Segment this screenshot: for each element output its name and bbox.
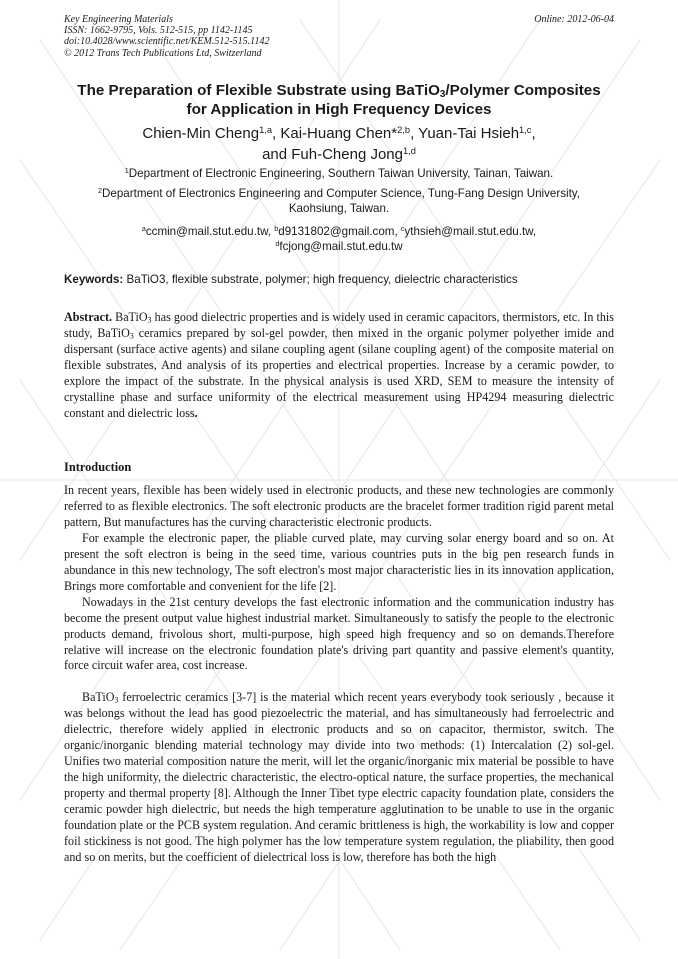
- author-emails: $^a$ccmin@mail.stut.edu.tw, $^b$d9131802@gmail.com, $^c$ythsieh@mail.stut.edu.tw, $^d$fcjong@mail.stut.edu.tw: [141, 224, 537, 253]
- journal-name[interactable]: Key Engineering Materials: [64, 14, 173, 25]
- abstract-label: Abstract.: [64, 310, 113, 324]
- paragraph: Nowadays in the 21st century develops the fast electronic information and the communication industry has become the present output value highest industrial market. Simultaneously to satisfy the people to the electronic products demand, frivolous short, multi-purpose, high speed high frequency and so on demands.Therefore relative will increase on the electronic foundation plate's driving part quantity and passive element's quantity, force circuit wafer area, cost increase.: [64, 594, 614, 673]
- paragraph: For example the electronic paper, the pliable curved plate, may curving solar energy board and so on. At present the soft electron is being in the seed time, various countries puts in the big pen research funds in abundance in this new technology, The soft electron's most major characteristic lies in its innovation application, Brings more comfortable and convenient for the life [2].: [64, 530, 614, 593]
- email-link[interactable]: ccmin@mail.stut.edu.tw,: [145, 225, 272, 238]
- author-name: Chien-Min Cheng: [142, 125, 260, 142]
- email-link[interactable]: ythsieh@mail.stut.edu.tw,: [404, 225, 537, 238]
- doi-line[interactable]: doi:10.4028/www.scientific.net/KEM.512-515.1142: [64, 36, 270, 48]
- author-name: and Fuh-Cheng Jong: [262, 146, 403, 163]
- title-line-2: for Application in High Frequency Devices: [186, 101, 492, 118]
- section-heading-introduction: Introduction: [64, 460, 132, 474]
- author-name: Yuan-Tai Hsieh: [418, 125, 520, 142]
- paragraph: BaTiO$_3$ ferroelectric ceramics [3-7] is the material which recent years everybody took seriously , because it was belongs without the lead has good piezoelectric the material, and has simultaneously had ferroelectric and dielectric, therefore widely applied in electronic products and so on capacitor, thermistor, switch. The organic/inorganic blending material technology may divide into two methods: (1) Intercalation (2) sol-gel. Unifies two material composition nature the merit, will let the organic/inorganic mix material be possible to have the high uniformity, the dielectric characteristic, the electro-optical nature, the surface properties, the mechanical property and thermal property [8]. Although the Inner Tibet type electric capacity foundation plate, considers the ceramic powder high dielectric, but needs the high temperature agglutination to be unable to use in the organic foundation plate or the PCB system regulation. And ceramic brittleness is high, the workability is low and copper foil stickiness is not good. The high polymer has the low temperature system regulation, the pliability, then good and so on merits, but the coefficient of dielectrical loss is low, therefore has both the high: [64, 690, 614, 864]
- authors-line-2: and Fuh-Cheng Jong$^{1,d}$: [262, 145, 416, 163]
- affiliation-2: $^2$Department of Electronics Engineering and Computer Science, Tung-Fang Design University, Kaohsiung, Taiwan.: [98, 186, 580, 215]
- keywords-label: Keywords:: [64, 273, 124, 286]
- abstract: Abstract. BaTiO$_3$ has good dielectric properties and is widely used in ceramic capacitors, thermistors, etc. In this study, BaTiO$_3$ ceramics prepared by sol-gel powder, then mixed in the organic polymer polyether imide and dispersant (surface active agents) and silane coupling agent (silane coupling agent) of the composite material on flexible substrates, And analysis of its properties and electrical properties. Increase by a ceramic powder, to explore the impact of the substrate. In the physical analysis is used XRD, SEM to measure the intensity of crystalline phase and surface uniformity of the electrical measurement using HP4294 measuring dielectric constant and dielectric loss.: [64, 310, 614, 420]
- affiliation-1: $^1$Department of Electronic Engineering, Southern Taiwan University, Tainan, Taiwan.: [124, 166, 554, 180]
- keywords: [64, 273, 616, 286]
- journal-header: [64, 14, 269, 59]
- authors-line-1: Chien-Min Cheng$^{1,a}$, Kai-Huang Chen*$^{2,b}$, Yuan-Tai Hsieh$^{1,c}$,: [142, 124, 536, 142]
- online-date: Online: 2012-06-04: [534, 14, 614, 25]
- issn-line: ISSN: 1662-9795, Vols. 512-515, pp 1142-1145: [64, 25, 253, 37]
- author-name: Kai-Huang Chen*: [280, 125, 398, 142]
- email-link[interactable]: d9131802@gmail.com,: [278, 225, 398, 238]
- keywords-text: BaTiO3, flexible substrate, polymer; high frequency, dielectric characteristics: [126, 273, 518, 286]
- title-line-1: The Preparation of Flexible Substrate using BaTiO$_3$/Polymer Composites: [77, 82, 601, 100]
- paper-title: [40, 81, 638, 119]
- introduction-body: [64, 483, 614, 866]
- paragraph: In recent years, flexible has been widely used in electronic products, and these new technologies are commonly referred to as flexible electronics. The soft electronic products are the bracelet former tradition rigid parent metal pattern, But manufactures has the curving characteristic electronic products.: [64, 483, 614, 529]
- copyright-line: © 2012 Trans Tech Publications Ltd, Switzerland: [64, 47, 262, 59]
- author-list: [40, 123, 638, 165]
- email-link[interactable]: fcjong@mail.stut.edu.tw: [279, 240, 403, 253]
